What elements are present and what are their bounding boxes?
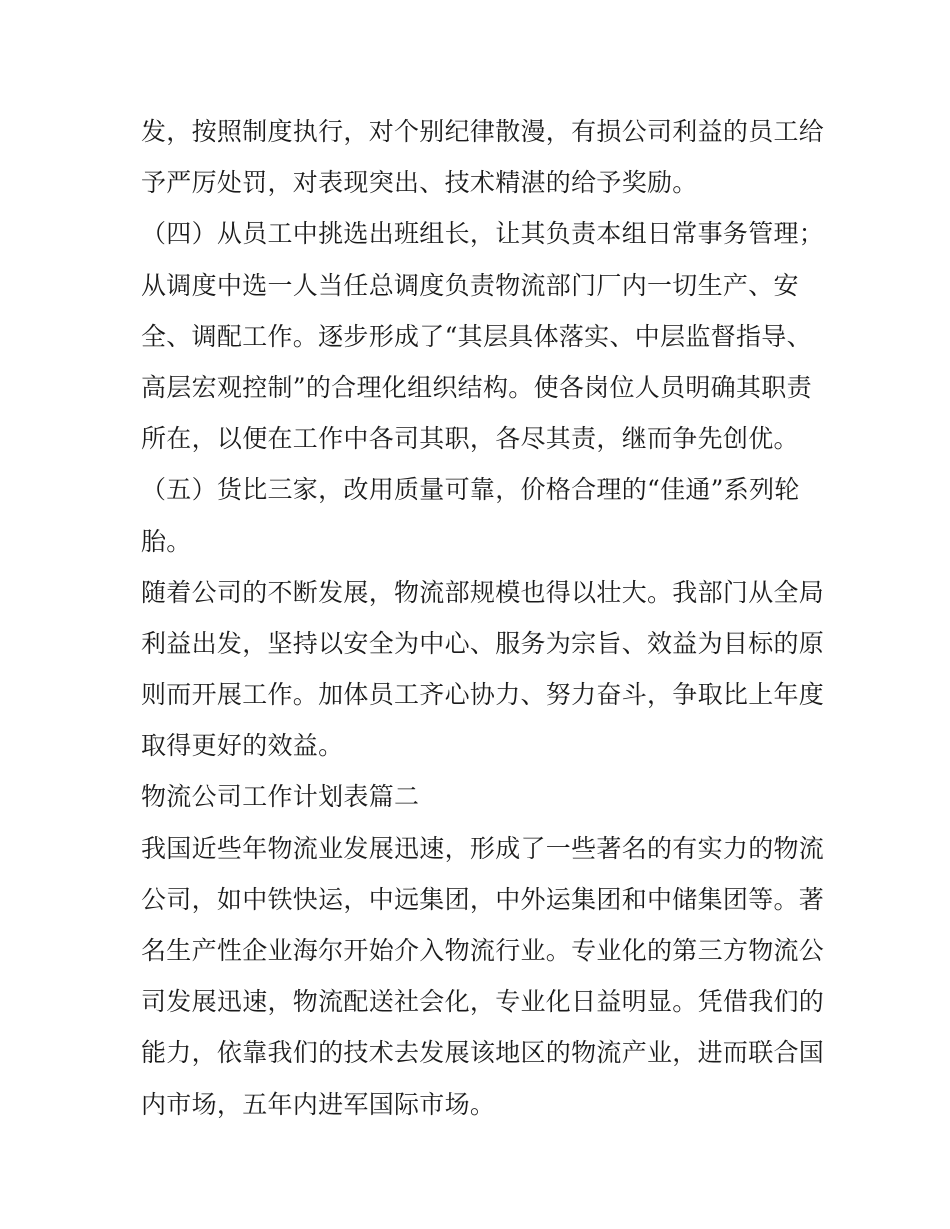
- text-line: 所在，以便在工作中各司其职，各尽其责，继而争先创优。: [141, 424, 799, 454]
- text-line: 发，按照制度执行，对个别纪律散漫，有损公司利益的员工给: [141, 117, 825, 146]
- text-line: 名生产性企业海尔开始介入物流行业。专业化的第三方物流公: [141, 936, 825, 965]
- text-line: 能力，依靠我们的技术去发展该地区的物流产业，进而联合国: [141, 1038, 825, 1068]
- text-line: 则而开展工作。加体员工齐心协力、努力奋斗，争取比上年度: [141, 680, 825, 710]
- text-line: 从调度中选一人当任总调度负责物流部门厂内一切生产、安: [141, 270, 799, 300]
- text-line: 全、调配工作。逐步形成了“其层具体落实、中层监督指导、: [141, 321, 812, 351]
- document-body: [141, 106, 825, 1130]
- text-line: 随着公司的不断发展，物流部规模也得以壮大。我部门从全局: [141, 577, 825, 607]
- text-line: 高层宏观控制”的合理化组织结构。使各岗位人员明确其职责: [141, 372, 812, 402]
- text-line: 予严厉处罚，对表现突出、技术精湛的给予奖励。: [141, 168, 698, 198]
- text-line: （五）货比三家，改用质量可靠，价格合理的“佳通”系列轮: [141, 475, 800, 505]
- text-line: （四）从员工中挑选出班组长，让其负责本组日常事务管理；: [141, 219, 825, 249]
- text-line: 内市场，五年内进军国际市场。: [141, 1089, 496, 1119]
- text-line: 公司，如中铁快运，中远集团，中外运集团和中储集团等。著: [141, 884, 825, 914]
- text-line: 胎。: [141, 526, 192, 556]
- text-line: 司发展迅速，物流配送社会化，专业化日益明显。凭借我们的: [141, 987, 825, 1017]
- text-line: 利益出发，坚持以安全为中心、服务为宗旨、效益为目标的原: [141, 628, 825, 658]
- text-line: 我国近些年物流业发展迅速，形成了一些著名的有实力的物流: [141, 833, 825, 863]
- section-heading: 物流公司工作计划表篇二: [141, 782, 420, 812]
- text-line: 取得更好的效益。: [141, 731, 344, 761]
